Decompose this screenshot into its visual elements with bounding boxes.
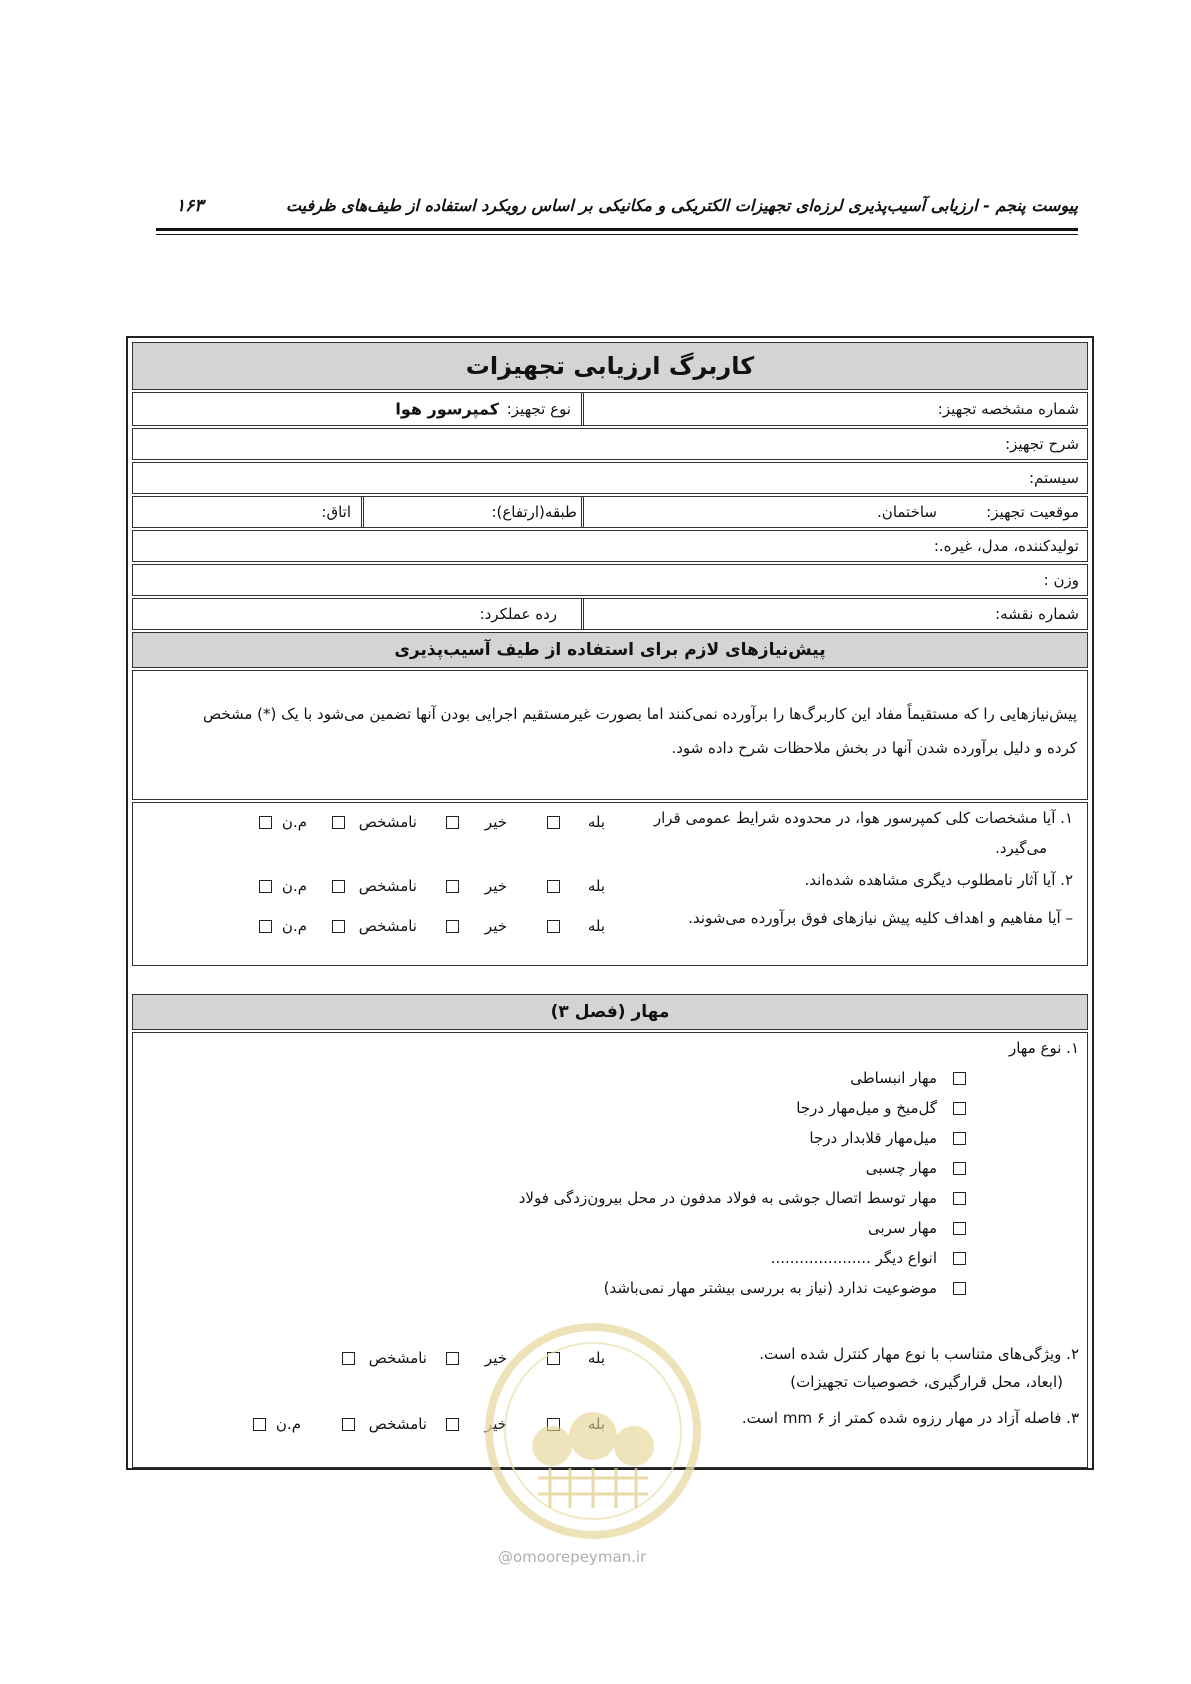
q3-na-option[interactable] — [254, 917, 307, 935]
option-no-label: خیر — [484, 813, 507, 831]
prereq-note-line1: پیش‌نیازهایی را که مستقیماً مفاد این کاربرگ‌ها را برآورده نمی‌کنند اما بصورت غیرمستقیم اجرایی بودن آنها تضمین می‌شود با یک (*) مشخص — [202, 705, 1077, 723]
checkbox-icon[interactable] — [953, 1102, 966, 1115]
header-rule — [156, 228, 1078, 231]
anchor-type-adhesive[interactable] — [866, 1159, 971, 1177]
anchor-type-welded[interactable] — [519, 1189, 971, 1207]
checkbox-icon[interactable] — [547, 920, 560, 933]
prereq-note-row — [132, 670, 1088, 800]
description-row — [132, 428, 1088, 460]
room-label: اتاق: — [321, 503, 351, 521]
option-no-label: خیر — [484, 1349, 507, 1367]
evaluation-form — [126, 336, 1094, 1470]
header-title: پیوست پنجم - ارزیابی آسیب‌پذیری لرزه‌ای تجهیزات الکتریکی و مکانیکی بر اساس رویکرد استفاده از طیف‌های ظرفیت — [285, 196, 1078, 215]
anchor-q3: ۳. فاصله آزاد در مهار رزوه شده کمتر از ۶ mm است. — [741, 1409, 1079, 1427]
checkbox-icon[interactable] — [259, 880, 272, 893]
anchor-q3-na-option[interactable] — [248, 1415, 301, 1433]
watermark-url: @omoorepeyman.ir — [498, 1548, 647, 1566]
checkbox-icon[interactable] — [446, 1418, 459, 1431]
checkbox-icon[interactable] — [953, 1192, 966, 1205]
manufacturer-row — [132, 530, 1088, 562]
checkbox-icon[interactable] — [547, 816, 560, 829]
anchor-type-label: ۱. نوع مهار — [1008, 1039, 1079, 1057]
option-no-label: خیر — [484, 917, 507, 935]
option-yes-label: بله — [587, 877, 605, 895]
checkbox-icon[interactable] — [332, 880, 345, 893]
checkbox-icon[interactable] — [953, 1282, 966, 1295]
anchor-q2-unknown-option[interactable] — [337, 1349, 427, 1367]
checkbox-icon[interactable] — [342, 1418, 355, 1431]
option-unknown-label: نامشخص — [358, 917, 417, 935]
checkbox-icon[interactable] — [332, 816, 345, 829]
description-label: شرح تجهیز: — [1005, 435, 1079, 453]
anchor-type-label: موضوعیت ندارد (نیاز به بررسی بیشتر مهار نمی‌باشد) — [603, 1279, 937, 1297]
form-title-row — [132, 342, 1088, 390]
checkbox-icon[interactable] — [332, 920, 345, 933]
option-unknown-label: نامشخص — [358, 877, 417, 895]
anchor-type-label: مهار توسط اتصال جوشی به فولاد مدفون در محل بیرون‌زدگی فولاد — [518, 1189, 937, 1207]
location-row — [132, 496, 1088, 528]
column-divider — [581, 599, 584, 629]
option-yes-label: بله — [587, 1349, 605, 1367]
prereq-note-line2: کرده و دلیل برآورده شدن آنها در بخش ملاحظات شرح داده شود. — [671, 739, 1077, 757]
anchor-q2-note: (ابعاد، محل قرارگیری، خصوصیات تجهیزات) — [790, 1373, 1063, 1391]
option-unknown-label: نامشخص — [368, 1415, 427, 1433]
checkbox-icon[interactable] — [259, 816, 272, 829]
option-yes-label: بله — [587, 813, 605, 831]
drawing-row — [132, 598, 1088, 630]
column-divider — [361, 497, 364, 527]
building-label: ساختمان. — [877, 503, 937, 521]
anchor-type-label: گل‌میخ و میل‌مهار درجا — [796, 1099, 937, 1117]
q1-unknown-option[interactable] — [327, 813, 417, 831]
q3-no-option[interactable] — [441, 917, 507, 935]
page-header — [156, 196, 1078, 222]
drawing-label: شماره نقشه: — [995, 605, 1079, 623]
checkbox-icon[interactable] — [547, 880, 560, 893]
system-label: سیستم: — [1028, 469, 1079, 487]
anchor-type-label: مهار چسبی — [865, 1159, 937, 1177]
location-label: موقعیت تجهیز: — [986, 503, 1079, 521]
checkbox-icon[interactable] — [953, 1162, 966, 1175]
option-unknown-label: نامشخص — [368, 1349, 427, 1367]
q1-yes-option[interactable] — [542, 813, 605, 831]
prereq-questions — [132, 802, 1088, 966]
anchor-type-expansion[interactable] — [850, 1069, 971, 1087]
option-no-label: خیر — [484, 1415, 507, 1433]
q3-unknown-option[interactable] — [327, 917, 417, 935]
header-rule-thin — [156, 234, 1078, 235]
anchor-q3-unknown-option[interactable] — [337, 1415, 427, 1433]
option-na-label: م.ن — [281, 917, 307, 935]
checkbox-icon[interactable] — [446, 816, 459, 829]
q2-no-option[interactable] — [441, 877, 507, 895]
column-divider — [581, 393, 584, 425]
checkbox-icon[interactable] — [446, 920, 459, 933]
floor-label: طبقه(ارتفاع): — [491, 503, 577, 521]
weight-label: وزن : — [1043, 571, 1079, 589]
equipment-id-label: شماره مشخصه تجهیز: — [937, 400, 1079, 418]
anchor-type-label: مهار انبساطی — [850, 1069, 937, 1087]
checkbox-icon[interactable] — [446, 1352, 459, 1365]
prereq-title: پیش‌نیازهای لازم برای استفاده از طیف آسیب‌پذیری — [394, 640, 826, 660]
prereq-title-row — [132, 632, 1088, 668]
equipment-type-label: نوع تجهیز: — [506, 400, 571, 418]
checkbox-icon[interactable] — [953, 1222, 966, 1235]
option-na-label: م.ن — [275, 1415, 301, 1433]
q2-na-option[interactable] — [254, 877, 307, 895]
checkbox-icon[interactable] — [953, 1252, 966, 1265]
checkbox-icon[interactable] — [253, 1418, 266, 1431]
manufacturer-label: تولیدکننده، مدل، غیره.: — [933, 537, 1079, 555]
anchor-q2: ۲. ویژگی‌های متناسب با نوع مهار کنترل شده است. — [759, 1345, 1079, 1363]
anchor-type-cast-in-stud[interactable] — [796, 1099, 971, 1117]
option-no-label: خیر — [484, 877, 507, 895]
anchor-type-label: مهار سربی — [867, 1219, 937, 1237]
checkbox-icon[interactable] — [953, 1132, 966, 1145]
column-divider — [581, 497, 584, 527]
watermark-logo — [480, 1318, 706, 1544]
option-na-label: م.ن — [281, 813, 307, 831]
q2-yes-option[interactable] — [542, 877, 605, 895]
anchorage-title-row — [132, 994, 1088, 1030]
checkbox-icon[interactable] — [259, 920, 272, 933]
page-number: ۱۶۳ — [176, 196, 204, 216]
anchor-type-lead[interactable] — [868, 1219, 971, 1237]
checkbox-icon[interactable] — [953, 1072, 966, 1085]
anchor-type-label: انواع دیگر ..................... — [770, 1249, 937, 1267]
performance-label: رده عملکرد: — [479, 605, 557, 623]
prereq-q1-cont: می‌گیرد. — [995, 839, 1047, 857]
prereq-q2: ۲. آیا آثار نامطلوب دیگری مشاهده شده‌اند. — [804, 871, 1073, 889]
form-title: کاربرگ ارزیابی تجهیزات — [465, 352, 755, 380]
anchor-type-other[interactable] — [771, 1249, 971, 1267]
anchor-type-not-applicable[interactable] — [604, 1279, 971, 1297]
prereq-q3: – آیا مفاهیم و اهداف کلیه پیش نیازهای فوق برآورده می‌شوند. — [688, 909, 1073, 927]
checkbox-icon[interactable] — [446, 880, 459, 893]
prereq-q1: ۱. آیا مشخصات کلی کمپرسور هوا، در محدوده شرایط عمومی قرار — [653, 809, 1073, 827]
option-yes-label: بله — [587, 917, 605, 935]
q1-na-option[interactable] — [254, 813, 307, 831]
weight-row — [132, 564, 1088, 596]
q2-unknown-option[interactable] — [327, 877, 417, 895]
option-unknown-label: نامشخص — [358, 813, 417, 831]
equipment-type-value: کمپرسور هوا — [395, 399, 499, 419]
q3-yes-option[interactable] — [542, 917, 605, 935]
system-row — [132, 462, 1088, 494]
option-na-label: م.ن — [281, 877, 307, 895]
q1-no-option[interactable] — [441, 813, 507, 831]
anchorage-title: مهار (فصل ۳) — [550, 1002, 670, 1022]
checkbox-icon[interactable] — [342, 1352, 355, 1365]
anchor-type-hooked-bolt[interactable] — [809, 1129, 971, 1147]
anchor-type-label: میل‌مهار قلابدار درجا — [809, 1129, 937, 1147]
equipment-id-row — [132, 392, 1088, 426]
